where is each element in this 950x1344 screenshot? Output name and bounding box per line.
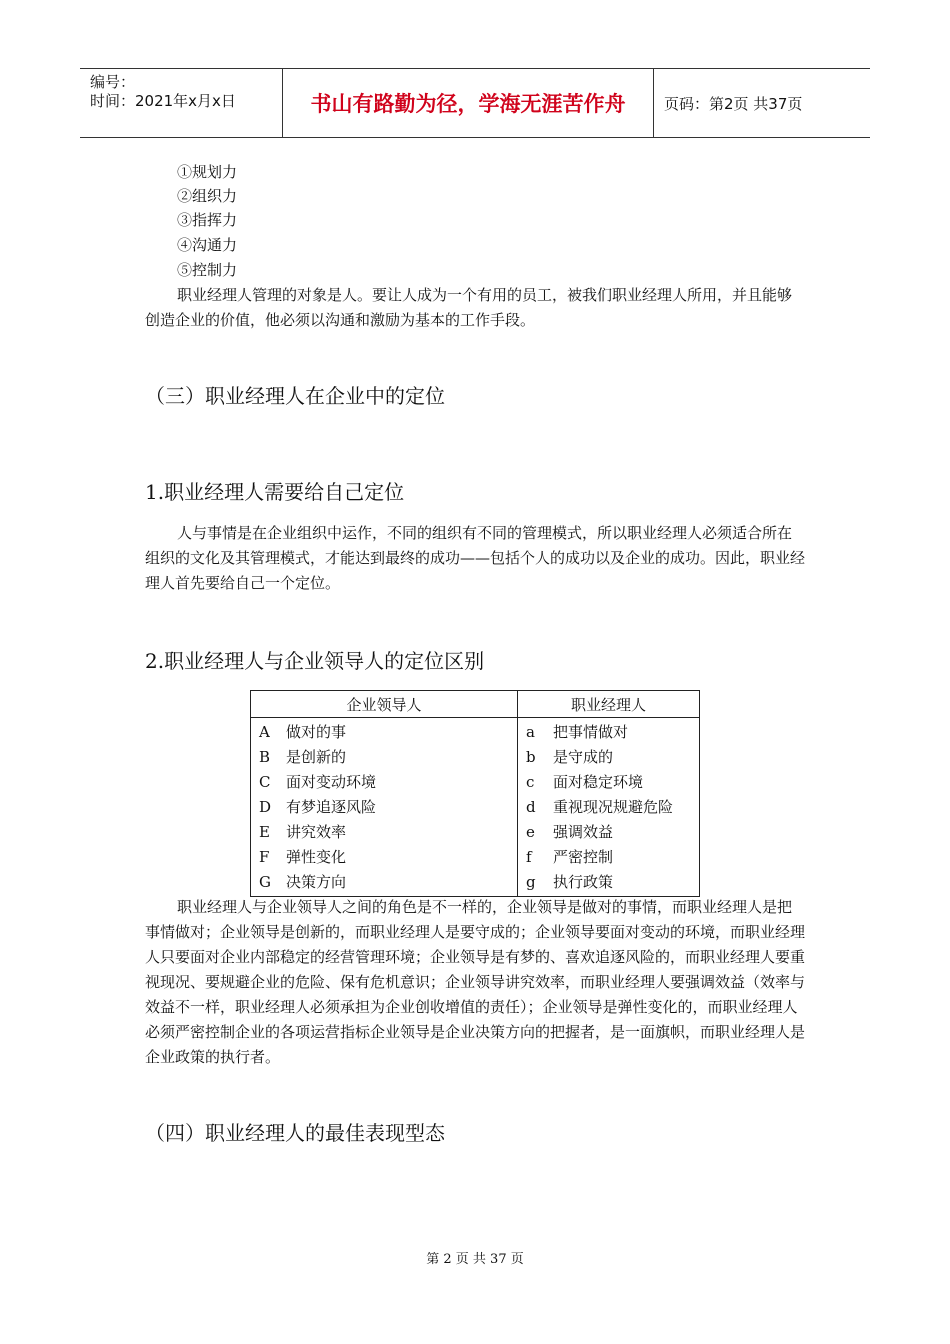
header-meta	[80, 69, 282, 137]
list-item: ③指挥力	[177, 211, 238, 229]
manager-column	[518, 718, 700, 897]
header-motto: 书山有路勤为径，学海无涯苦作舟	[310, 92, 626, 116]
list-item: C 面对变动环境	[259, 773, 377, 791]
time-label: 时间：2021年x月x日	[90, 92, 236, 110]
list-item: B 是创新的	[259, 748, 347, 766]
number-label: 编号：	[90, 73, 136, 91]
header-page-info: 页码：第2页 共37页	[664, 95, 803, 113]
paragraph: 职业经理人管理的对象是人。要让人成为一个有用的员工，被我们职业经理人所用，并且能够创造企业的价值，他必须以沟通和激励为基本的工作手段。	[145, 286, 793, 329]
list-item: F 弹性变化	[259, 848, 347, 866]
section-heading: （四）职业经理人的最佳表现型态	[145, 1121, 445, 1145]
list-item: d 重视现况规避危险	[526, 798, 674, 816]
list-item: f 严密控制	[526, 848, 614, 866]
list-item: ④沟通力	[177, 236, 238, 254]
header-divider	[653, 69, 654, 137]
list-item: b 是守成的	[526, 748, 614, 766]
list-item: e 强调效益	[526, 823, 614, 841]
table-row	[251, 718, 700, 897]
list-item: c 面对稳定环境	[526, 773, 644, 791]
list-item: G 决策方向	[259, 873, 347, 891]
table-header: 职业经理人	[518, 691, 700, 718]
table-header-row	[251, 691, 700, 718]
page-header	[80, 68, 870, 138]
list-item: a 把事情做对	[526, 723, 629, 741]
list-item: D 有梦追逐风险	[259, 798, 377, 816]
paragraph: 职业经理人与企业领导人之间的角色是不一样的，企业领导是做对的事情，而职业经理人是把事情做对；企业领导是创新的，而职业经理人是要守成的；企业领导要面对变动的环境，而职业经理人只要面对企业内部稳定的经营管理环境；企业领导是有梦的、喜欢追逐风险的，而职业经理人要重视现况、要规避企业的危险、保有危机意识；企业领导讲究效率，而职业经理人要强调效益（效率与效益不一样，职业经理人必须承担为企业创收增值的责任）；企业领导是弹性变化的，而职业经理人必须严密控制企业的各项运营指标企业领导是企业决策方向的把握者，是一面旗帜，而职业经理人是企业政策的执行者。	[145, 898, 806, 1066]
subsection-heading: 2.职业经理人与企业领导人的定位区别	[145, 649, 485, 673]
list-item: A 做对的事	[259, 723, 347, 741]
leader-column	[251, 718, 518, 897]
comparison-table	[250, 690, 700, 897]
paragraph: 人与事情是在企业组织中运作，不同的组织有不同的管理模式，所以职业经理人必须适合所在组织的文化及其管理模式，才能达到最终的成功——包括个人的成功以及企业的成功。因此，职业经理人首先要给自己一个定位。	[145, 524, 806, 592]
table-header: 企业领导人	[251, 691, 518, 718]
list-item: ①规划力	[177, 163, 238, 181]
section-heading: （三）职业经理人在企业中的定位	[145, 384, 445, 408]
list-item: ②组织力	[177, 187, 238, 205]
list-item: ⑤控制力	[177, 261, 238, 279]
list-item: E 讲究效率	[259, 823, 347, 841]
subsection-heading: 1.职业经理人需要给自己定位	[145, 480, 405, 504]
list-item: g 执行政策	[526, 873, 614, 891]
page-footer: 第 2 页 共 37 页	[426, 1252, 524, 1267]
